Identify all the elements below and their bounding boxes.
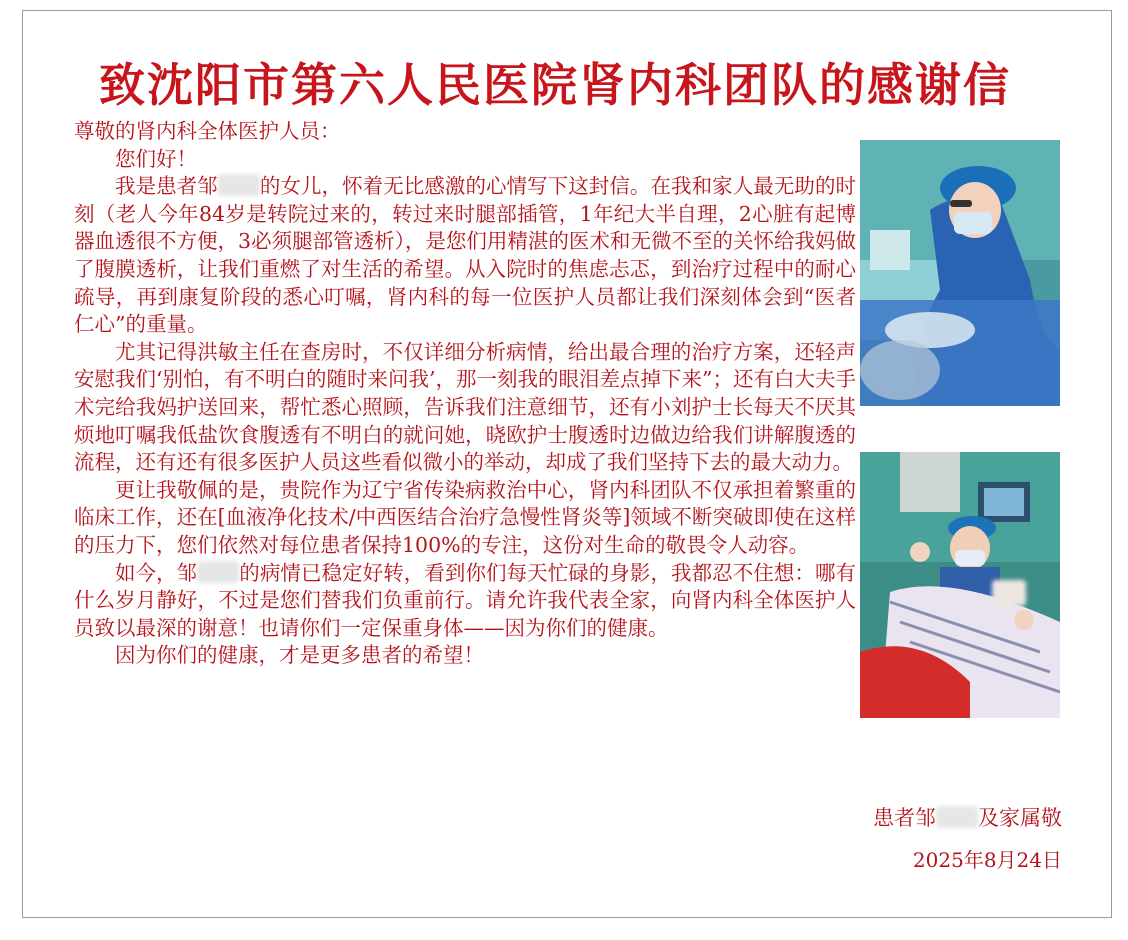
blurred-face	[992, 580, 1026, 606]
paragraph-4-start: 如今，邹	[115, 560, 198, 585]
surgery-illustration	[860, 140, 1060, 406]
salutation: 尊敬的肾内科全体医护人员：	[74, 119, 341, 143]
redacted-name	[197, 561, 239, 583]
paragraph-3: 更让我敬佩的是，贵院作为辽宁省传染病救治中心，肾内科团队不仅承担着繁重的临床工作，还在[血液净化技术/中西医结合治疗急慢性肾炎等]领域不断突破即使在这样的压力下，您们依然对每位患者保持100%的专注，这份对生命的敬畏令人动容。	[74, 477, 856, 557]
ward-illustration	[860, 452, 1060, 718]
signature-end: 及家属敬	[978, 806, 1062, 830]
greeting: 您们好！	[115, 146, 197, 171]
monitor-screen	[984, 488, 1024, 516]
instruments	[860, 340, 940, 400]
mask	[954, 212, 992, 234]
paragraph-1-rest: 的女儿，怀着无比感激的心情写下这封信。在我和家人最无助的时刻（老人今年84岁是转院过来的，转过来时腿部插管，1年纪大半自理，2心脏有起博器血透很不方便，3必须腿部管透析），是您们用精湛的医术和无微不至的关怀给我妈做了腹膜透析，让我们重燃了对生活的希望。从入院时的焦虑忐忑，到治疗过程中的耐心疏导，再到康复阶段的悉心叮嘱，肾内科的每一位医护人员都让我们深刻体会到“医者仁心”的重量。	[74, 174, 857, 337]
monitor	[870, 230, 910, 270]
signature	[873, 802, 1062, 832]
paragraph-2: 尤其记得洪敏主任在查房时，不仅详细分析病情，给出最合理的治疗方案，还轻声安慰我们‘别怕，有不明白的随时来问我’，那一刻我的眼泪差点掉下来”；还有白大夫手术完给我妈护送回来，帮忙悉心照顾，告诉我们注意细节，还有小刘护士长每天不厌其烦地叮嘱我低盐饮食腹透有不明白的就问她，晓欧护士腹透时边做边给我们讲解腹透的流程，还有还有很多医护人员这些看似微小的举动，却成了我们坚持下去的最大动力。	[74, 339, 857, 475]
redacted-name	[936, 806, 978, 828]
paragraph-1-start: 我是患者邹	[115, 174, 218, 199]
surgery-photo	[860, 140, 1060, 406]
letter-date: 2025年8月24日	[912, 848, 1062, 872]
hand-peace-sign	[1014, 610, 1034, 630]
paragraph-1	[74, 173, 856, 339]
paragraph-5: 因为你们的健康，才是更多患者的希望！	[115, 643, 484, 668]
signature-start: 患者邹	[873, 806, 936, 830]
nurse-mask	[955, 550, 985, 566]
ward-photo	[860, 452, 1060, 718]
letter-title: 致沈阳市第六人民医院肾内科团队的感谢信	[99, 58, 1011, 112]
machine-panel	[900, 452, 960, 512]
letter-body	[74, 118, 856, 670]
hand-peace-sign	[910, 542, 930, 562]
paragraph-4	[74, 560, 856, 643]
glasses	[950, 200, 972, 207]
paragraph-4-rest: 的病情已稳定好转，看到你们每天忙碌的身影，我都忍不住想：哪有什么岁月静好，不过是您们替我们负重前行。请允许我代表全家，向肾内科全体医护人员致以最深的谢意！也请你们一定保重身体——因为你们的健康。	[74, 560, 857, 640]
redacted-name	[218, 174, 260, 196]
